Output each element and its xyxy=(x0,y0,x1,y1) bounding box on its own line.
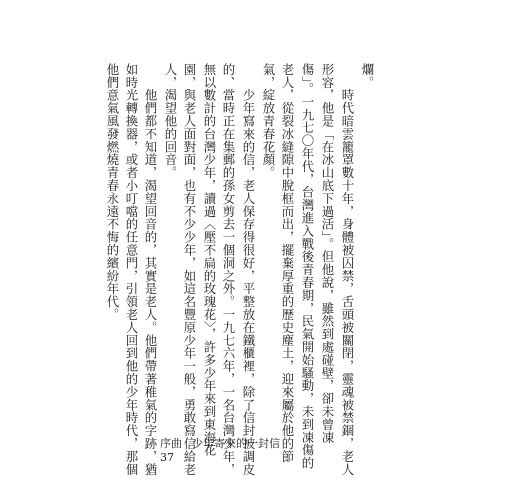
text-column: 如時光轉換器，或者小叮噹的任意門，引領老人回到他的少年時代，那個 xyxy=(124,63,139,476)
text-column: 形容，他是「在冰山底下過活」。但他說，雖然到處碰壁，卻未曾凍 xyxy=(320,63,335,444)
text-column: 爛。 xyxy=(360,63,375,89)
text-column: 時代暗雲籠罩數十年，身體被囚禁，舌頭被關閉，靈魂被禁錮，老人 xyxy=(340,63,355,476)
text-column: 他們意氣風發燃燒青春永遠不悔的繽紛年代。 xyxy=(105,63,120,321)
text-column: 傷」。一九七〇年代，台灣進入戰後青春期，民氣開始騷動，未到凍傷的 xyxy=(300,63,315,470)
chapter-title: 少年寄來的一封信 xyxy=(192,437,280,450)
chapter-label: 序曲 xyxy=(160,437,182,450)
text-column: 園，與老人面對面，也有不少少年，如這名豐原少年一般，勇敢寫信給老 xyxy=(182,63,197,476)
text-column: 無以數計的台灣少年，讀過〈壓不扁的玫瑰花〉，許多少年來到東海花 xyxy=(202,63,217,457)
text-column: 氣，綻放青春花顏。 xyxy=(261,63,276,180)
running-footer xyxy=(160,437,280,450)
text-column: 少年寫來的信，老人保存得很好，平整放在鐵櫃裡，除了信封被調皮 xyxy=(241,63,256,476)
text-column: 的、當時正在集郵的孫女剪去一個洞之外。一九七六年，一名台灣少年， xyxy=(221,63,236,476)
text-column: 老人，從裂冰縫隙中脫框而出，擺棄厚重的歷史塵土，迎來屬於他的節 xyxy=(280,63,295,463)
page-number: 37 xyxy=(160,451,174,464)
text-column: 他們都不知道，渴望回音的，其實是老人。他們帶著稚氣的字跡，猶 xyxy=(143,63,158,476)
text-column: 人，渴望他的回音。 xyxy=(163,63,178,180)
